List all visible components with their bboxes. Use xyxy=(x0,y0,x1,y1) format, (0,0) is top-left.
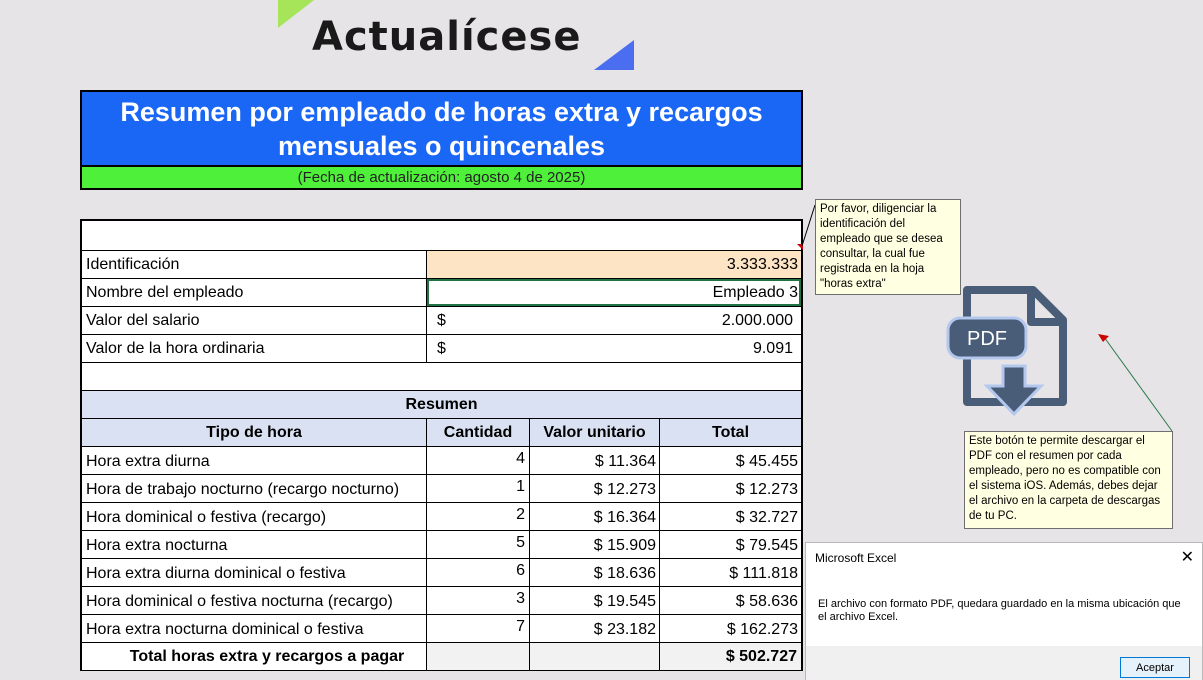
row-cantidad[interactable]: 7 xyxy=(427,615,530,642)
row-tipo[interactable]: Hora dominical o festiva nocturna (recargo) xyxy=(82,587,427,614)
header-total: Total xyxy=(711,423,750,441)
hour-value-cell[interactable] xyxy=(427,335,801,362)
salary-currency: $ xyxy=(437,311,446,329)
row-total[interactable]: $ 12.273 xyxy=(735,481,798,498)
summary-section-title: Resumen xyxy=(82,391,801,419)
pdf-download-icon[interactable] xyxy=(945,286,1070,416)
row-cantidad[interactable]: 5 xyxy=(427,531,530,558)
header-cantidad: Cantidad xyxy=(427,419,530,446)
page-title xyxy=(80,90,803,167)
row-unitario[interactable]: $ 23.182 xyxy=(530,615,660,642)
logo-blue-triangle xyxy=(594,40,634,70)
header-valor-unitario: Valor unitario xyxy=(530,419,660,446)
table-row xyxy=(82,615,801,643)
row-total[interactable]: $ 32.727 xyxy=(735,509,798,526)
accept-button[interactable]: Aceptar xyxy=(1120,657,1190,678)
excel-message-dialog xyxy=(805,542,1203,680)
row-unitario[interactable]: $ 19.545 xyxy=(530,587,660,614)
logo-green-triangle xyxy=(278,0,314,28)
total-blank-cell[interactable] xyxy=(427,643,530,670)
row-cantidad[interactable]: 3 xyxy=(427,587,530,614)
row-unitario[interactable]: $ 12.273 xyxy=(530,475,660,502)
pdf-note-arrowhead xyxy=(1098,334,1109,342)
row-unitario[interactable]: $ 11.364 xyxy=(530,447,660,474)
logo-text: Actualícese xyxy=(312,14,582,60)
table-header-row xyxy=(82,419,801,447)
row-total[interactable]: $ 162.273 xyxy=(726,621,798,638)
employee-name-label: Nombre del empleado xyxy=(82,279,427,306)
employee-id-input[interactable]: 3.333.333 xyxy=(427,251,801,278)
actualicese-logo xyxy=(276,0,636,72)
id-note: Por favor, diligenciar la identificación del empleado que se desea consultar, la cual fue registrada en la hoja "horas extra" xyxy=(815,199,961,295)
row-cantidad[interactable]: 4 xyxy=(427,447,530,474)
pdf-note: Este botón te permite descargar el PDF con el resumen por cada empleado, pero no es compatible con el sistema iOS. Además, debes dejar el archivo en la carpeta de descargas de tu PC. xyxy=(964,431,1173,529)
row-unitario[interactable]: $ 15.909 xyxy=(530,531,660,558)
row-tipo[interactable]: Hora de trabajo nocturno (recargo nocturno) xyxy=(82,475,427,502)
blank-row xyxy=(82,221,801,251)
row-tipo[interactable]: Hora extra nocturna xyxy=(82,531,427,558)
dialog-message: El archivo con formato PDF, quedara guardado en la misma ubicación que el archivo Excel. xyxy=(818,598,1181,623)
salary-label: Valor del salario xyxy=(82,307,427,334)
title-line-1: Resumen por empleado de horas extra y recargos xyxy=(120,97,763,127)
table-row xyxy=(82,587,801,615)
salary-row xyxy=(82,307,801,335)
pdf-note-connector xyxy=(1104,337,1172,431)
total-row xyxy=(82,643,801,671)
row-cantidad[interactable]: 6 xyxy=(427,559,530,586)
salary-cell[interactable] xyxy=(427,307,801,334)
blank-row xyxy=(82,363,801,391)
total-label: Total horas extra y recargos a pagar xyxy=(82,643,427,670)
table-row xyxy=(82,475,801,503)
hour-value-label: Valor de la hora ordinaria xyxy=(82,335,427,362)
dialog-footer xyxy=(806,646,1202,680)
header-tipo: Tipo de hora xyxy=(82,419,427,446)
row-cantidad[interactable]: 1 xyxy=(427,475,530,502)
dialog-title: Microsoft Excel xyxy=(815,551,897,565)
row-tipo[interactable]: Hora extra diurna xyxy=(82,447,427,474)
title-line-2: mensuales o quincenales xyxy=(277,131,606,161)
row-tipo[interactable]: Hora extra nocturna dominical o festiva xyxy=(82,615,427,642)
row-unitario[interactable]: $ 18.636 xyxy=(530,559,660,586)
row-total[interactable]: $ 45.455 xyxy=(735,453,798,470)
summary-sheet xyxy=(80,219,803,671)
row-total[interactable]: $ 58.636 xyxy=(735,593,798,610)
hour-value: 9.091 xyxy=(752,339,793,357)
table-row xyxy=(82,447,801,475)
salary-value: 2.000.000 xyxy=(721,311,793,329)
total-blank-cell[interactable] xyxy=(530,643,660,670)
pdf-label: PDF xyxy=(967,328,1007,350)
hour-value-row xyxy=(82,335,801,363)
table-row xyxy=(82,503,801,531)
table-row xyxy=(82,531,801,559)
employee-id-row xyxy=(82,251,801,279)
row-tipo[interactable]: Hora extra diurna dominical o festiva xyxy=(82,559,427,586)
employee-name-row xyxy=(82,279,801,307)
employee-id-label: Identificación xyxy=(82,251,427,278)
row-total[interactable]: $ 111.818 xyxy=(729,565,798,582)
row-total[interactable]: $ 79.545 xyxy=(735,537,798,554)
comment-indicator xyxy=(797,244,803,250)
employee-name-cell[interactable]: Empleado 3 xyxy=(427,279,801,306)
total-value[interactable]: $ 502.727 xyxy=(660,643,801,670)
id-note-connector xyxy=(802,205,815,246)
close-icon[interactable]: ✕ xyxy=(1180,549,1194,566)
hour-currency: $ xyxy=(437,339,446,357)
table-row xyxy=(82,559,801,587)
update-date: (Fecha de actualización: agosto 4 de 2025) xyxy=(80,167,803,190)
row-cantidad[interactable]: 2 xyxy=(427,503,530,530)
row-tipo[interactable]: Hora dominical o festiva (recargo) xyxy=(82,503,427,530)
row-unitario[interactable]: $ 16.364 xyxy=(530,503,660,530)
